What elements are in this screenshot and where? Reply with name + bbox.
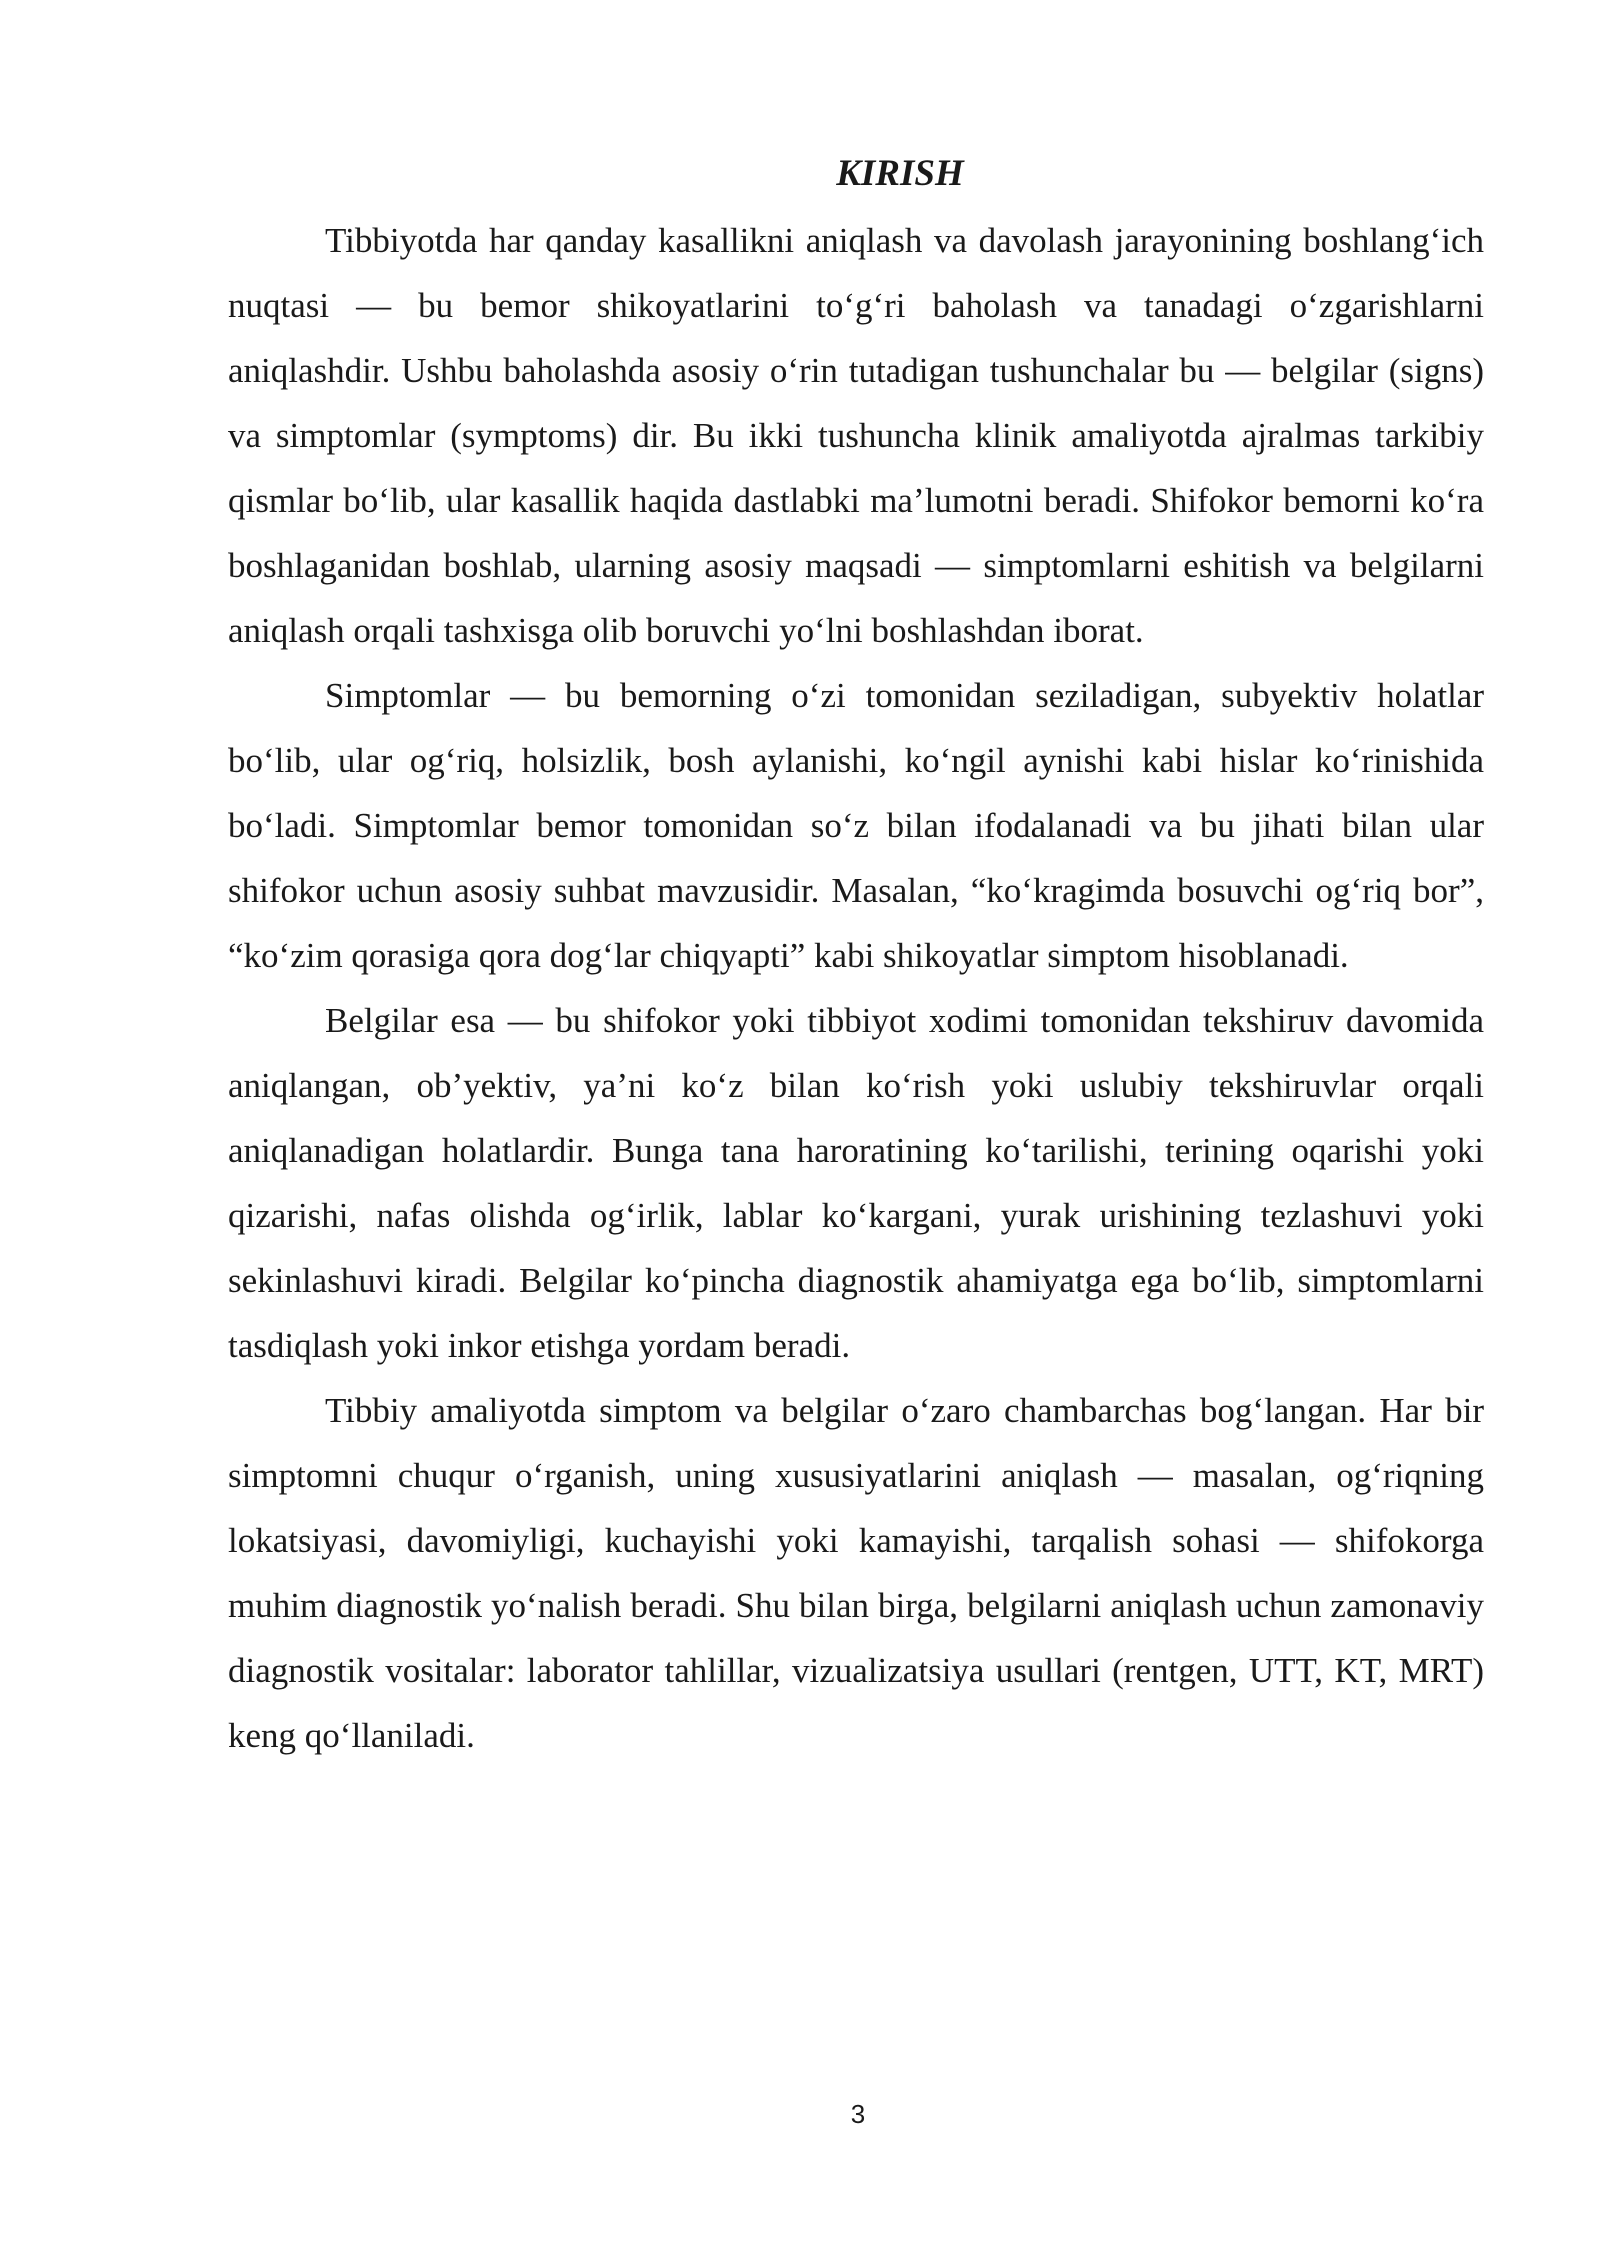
paragraph-4: Tibbiy amaliyotda simptom va belgilar o‘zaro chambarchas bog‘langan. Har bir simptomni chuqur o‘rganish, uning xususiyatlarini aniqlash — masalan, og‘riqning lokatsiyasi, davomiyligi, kuchayishi yoki kamayishi, tarqalish sohasi — shifokorga muhim diagnostik yo‘nalish beradi. Shu bilan birga, belgilarni aniqlash uchun zamonaviy diagnostik vositalar: laborator tahlillar, vizualizatsiya usullari (rentgen, UTT, KT, MRT) keng qo‘llaniladi. <box>228 1391 1484 1755</box>
paragraph-3: Belgilar esa — bu shifokor yoki tibbiyot xodimi tomonidan tekshiruv davomida aniqlangan, ob’yektiv, ya’ni ko‘z bilan ko‘rish yoki uslubiy tekshiruvlar orqali aniqlanadigan holatlardir. Bunga tana haroratining ko‘tarilishi, terining oqarishi yoki qizarishi, nafas olishda og‘irlik, lablar ko‘kargani, yurak urishining tezlashuvi yoki sekinlashuvi kiradi. Belgilar ko‘pincha diagnostik ahamiyatga ega bo‘lib, simptomlarni tasdiqlash yoki inkor etishga yordam beradi. <box>228 1001 1484 1365</box>
page-title: KIRISH <box>836 153 964 194</box>
paragraph-2: Simptomlar — bu bemorning o‘zi tomonidan seziladigan, subyektiv holatlar bo‘lib, ular og‘riq, holsizlik, bosh aylanishi, ko‘ngil aynishi kabi hislar ko‘rinishida bo‘ladi. Simptomlar bemor tomonidan so‘z bilan ifodalanadi va bu jihati bilan ular shifokor uchun asosiy suhbat mavzusidir. Masalan, “ko‘kragimda bosuvchi og‘riq bor”, “ko‘zim qorasiga qora dog‘lar chiqyapti” kabi shikoyatlar simptom hisoblanadi. <box>228 676 1484 975</box>
paragraph-1: Tibbiyotda har qanday kasallikni aniqlash va davolash jarayonining boshlang‘ich nuqtasi — bu bemor shikoyatlarini to‘g‘ri baholash va tanadagi o‘zgarishlarni aniqlashdir. Ushbu baholashda asosiy o‘rin tutadigan tushunchalar bu — belgilar (signs) va simptomlar (symptoms) dir. Bu ikki tushuncha klinik amaliyotda ajralmas tarkibiy qismlar bo‘lib, ular kasallik haqida dastlabki ma’lumotni beradi. Shifokor bemorni ko‘ra boshlaganidan boshlab, ularning asosiy maqsadi — simptomlarni eshitish va belgilarni aniqlash orqali tashxisga olib boruvchi yo‘lni boshlashdan iborat. <box>228 221 1484 650</box>
body-text <box>228 208 1484 1768</box>
page-number: 3 <box>850 2099 866 2129</box>
